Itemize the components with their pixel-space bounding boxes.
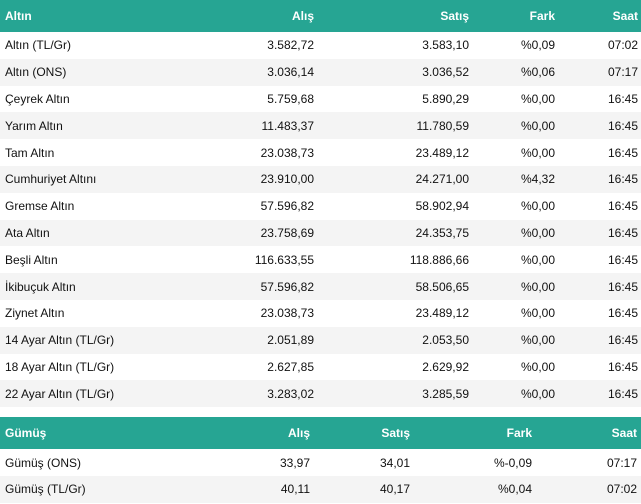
gold-buy-cell: 57.596,82 [260,199,314,214]
gold-sell-cell: 3.036,52 [314,59,469,86]
gold-time-cell: 07:02 [607,38,638,53]
gold-name-cell[interactable]: Altın (ONS) [0,59,160,86]
gold-sell-cell: 24.353,75 [314,220,469,247]
gold-name-cell[interactable]: Ata Altın [0,220,160,247]
gold-name-cell[interactable]: Tam Altın [5,145,55,160]
gold-header-time[interactable]: Saat [555,0,641,32]
silver-buy-cell: 40,11 [160,476,310,503]
gold-name-cell[interactable]: İkibuçuk Altın [0,273,160,300]
gold-buy-cell: 23.038,73 [260,306,314,321]
gold-header-sell[interactable]: Satış [314,0,469,32]
gold-time-cell: 16:45 [607,359,638,374]
gold-change-cell: %0,00 [520,91,555,106]
gold-time-cell: 07:17 [555,59,641,86]
gold-time-cell: 16:45 [555,273,641,300]
gold-time-cell: 16:45 [555,112,641,139]
gold-header-row [0,0,641,32]
gold-table-row [0,300,641,327]
gold-change-cell: %0,00 [469,327,555,354]
silver-header-buy[interactable]: Alış [160,417,310,449]
gold-sell-cell: 2.629,92 [422,359,469,374]
gold-buy-cell: 11.483,37 [160,112,314,139]
gold-time-cell: 16:45 [607,306,638,321]
silver-price-table [0,417,641,503]
gold-sell-cell: 5.890,29 [422,91,469,106]
gold-table-row [0,139,641,166]
silver-time-cell: 07:02 [532,476,641,503]
gold-change-cell: %0,00 [520,252,555,267]
gold-name-cell[interactable]: Çeyrek Altın [5,91,70,106]
gold-name-cell[interactable]: 22 Ayar Altın (TL/Gr) [0,380,160,407]
gold-change-cell: %0,00 [469,220,555,247]
silver-table-row [0,476,641,503]
gold-table-row [0,86,641,113]
gold-buy-cell: 23.758,69 [160,220,314,247]
gold-buy-cell: 57.596,82 [160,273,314,300]
gold-table-row [0,193,641,220]
gold-time-cell: 16:45 [607,145,638,160]
gold-sell-cell: 23.489,12 [415,145,469,160]
silver-buy-cell: 33,97 [279,455,310,470]
gold-time-cell: 16:45 [607,91,638,106]
gold-name-cell[interactable]: Beşli Altın [5,252,58,267]
gold-change-cell: %0,00 [469,380,555,407]
silver-header-sell[interactable]: Satış [310,417,410,449]
gold-change-cell: %0,00 [469,273,555,300]
gold-sell-cell: 3.285,59 [314,380,469,407]
gold-table-row [0,166,641,193]
gold-change-cell: %0,00 [469,112,555,139]
gold-header-name[interactable]: Altın [0,0,160,32]
gold-change-cell: %0,06 [469,59,555,86]
silver-name-cell[interactable]: Gümüş (TL/Gr) [0,476,160,503]
gold-change-cell: %0,00 [520,145,555,160]
gold-sell-cell: 24.271,00 [314,166,469,193]
gold-time-cell: 16:45 [555,220,641,247]
gold-time-cell: 16:45 [555,380,641,407]
gold-table-row [0,32,641,59]
silver-header-name[interactable]: Gümüş [0,417,160,449]
gold-time-cell: 16:45 [607,199,638,214]
gold-table-row [0,59,641,86]
gold-buy-cell: 5.759,68 [267,91,314,106]
gold-table-row [0,354,641,381]
silver-change-cell: %-0,09 [493,455,532,470]
silver-header-change[interactable]: Fark [410,417,532,449]
silver-time-cell: 07:17 [606,455,637,470]
silver-sell-cell: 34,01 [379,455,410,470]
gold-name-cell[interactable]: Yarım Altın [0,112,160,139]
gold-sell-cell: 118.886,66 [409,252,469,267]
gold-sell-cell: 2.053,50 [314,327,469,354]
gold-change-cell: %0,00 [520,306,555,321]
silver-header-row [0,417,641,449]
gold-buy-cell: 3.283,02 [160,380,314,407]
gold-time-cell: 16:45 [555,166,641,193]
gold-name-cell[interactable]: Gremse Altın [5,199,75,214]
gold-change-cell: %0,00 [520,199,555,214]
gold-table-row [0,273,641,300]
gold-buy-cell: 2.627,85 [267,359,314,374]
gold-table-row [0,327,641,354]
gold-name-cell[interactable]: 14 Ayar Altın (TL/Gr) [0,327,160,354]
silver-name-cell[interactable]: Gümüş (ONS) [5,455,82,470]
gold-change-cell: %4,32 [469,166,555,193]
gold-sell-cell: 11.780,59 [314,112,469,139]
gold-buy-cell: 23.910,00 [160,166,314,193]
gold-sell-cell: 23.489,12 [415,306,469,321]
gold-buy-cell: 3.036,14 [160,59,314,86]
gold-change-cell: %0,00 [520,359,555,374]
gold-buy-cell: 116.633,55 [254,252,314,267]
gold-change-cell: %0,09 [520,38,555,53]
silver-change-cell: %0,04 [410,476,532,503]
gold-time-cell: 16:45 [607,252,638,267]
gold-name-cell[interactable]: Altın (TL/Gr) [5,38,72,53]
gold-table-row [0,220,641,247]
gold-buy-cell: 23.038,73 [260,145,314,160]
gold-buy-cell: 3.582,72 [267,38,314,53]
gold-name-cell[interactable]: Cumhuriyet Altını [0,166,160,193]
gold-time-cell: 16:45 [555,327,641,354]
gold-table-row [0,380,641,407]
gold-table-row [0,246,641,273]
gold-sell-cell: 3.583,10 [422,38,469,53]
gold-table-row [0,112,641,139]
gold-name-cell[interactable]: 18 Ayar Altın (TL/Gr) [5,359,115,374]
gold-buy-cell: 2.051,89 [160,327,314,354]
silver-sell-cell: 40,17 [310,476,410,503]
gold-name-cell[interactable]: Ziynet Altın [5,306,65,321]
gold-sell-cell: 58.902,94 [415,199,469,214]
gold-sell-cell: 58.506,65 [314,273,469,300]
silver-table-row [0,449,641,476]
silver-header-time[interactable]: Saat [532,417,641,449]
gold-header-change[interactable]: Fark [469,0,555,32]
gold-header-buy[interactable]: Alış [160,0,314,32]
